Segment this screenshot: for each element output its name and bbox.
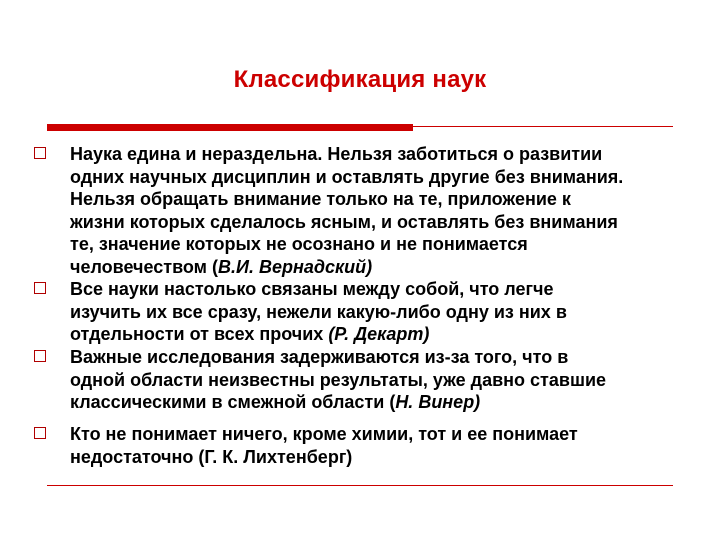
bullet-text: [70, 143, 720, 278]
title-underline-thick: [47, 124, 413, 131]
bullet-text: [70, 423, 720, 468]
text-line: Кто не понимает ничего, кроме химии, тот и ее понимает: [70, 424, 578, 444]
square-bullet-icon: [34, 147, 46, 159]
text-line: одной области неизвестны результаты, уже давно ставшие: [70, 369, 607, 390]
square-bullet-icon: [34, 350, 46, 362]
text-line: Нельзя обращать внимание только на те, приложение к: [70, 189, 571, 209]
text-fragment: отдельности от всех прочих: [70, 324, 329, 344]
text-line: Все науки настолько связаны между собой, что легче: [70, 279, 554, 299]
quote-author: В.И. Вернадский): [218, 256, 373, 277]
square-bullet-icon: [34, 282, 46, 294]
text-fragment: человечеством (: [70, 256, 218, 277]
text-line: Важные исследования задерживаются из-за того, что в: [70, 347, 569, 367]
text-line: [70, 323, 720, 346]
text-line: [70, 446, 720, 469]
text-line: Наука едина и нераздельна. Нельзя заботиться о развитии: [70, 144, 603, 164]
text-line: [70, 256, 720, 279]
text-line: изучить их все сразу, нежели какую-либо одну из них в: [70, 301, 567, 322]
text-fragment: недостаточно (Г. К. Лихтенберг): [70, 446, 353, 467]
bullet-text: [70, 278, 720, 346]
text-fragment: классическими в смежной области (: [70, 392, 396, 412]
square-bullet-icon: [34, 427, 46, 439]
bullet-text: [70, 346, 720, 414]
quote-author: (Р. Декарт): [328, 324, 430, 344]
footer-divider: [47, 485, 673, 486]
slide-title: Классификация наук: [233, 66, 487, 93]
text-line: те, значение которых не осознано и не понимается: [70, 234, 528, 254]
quote-author: Н. Винер): [395, 392, 481, 412]
text-line: одних научных дисциплин и оставлять другие без внимания.: [70, 166, 624, 187]
text-line: [70, 391, 720, 414]
text-line: жизни которых сделалось ясным, и оставлять без внимания: [70, 211, 618, 232]
